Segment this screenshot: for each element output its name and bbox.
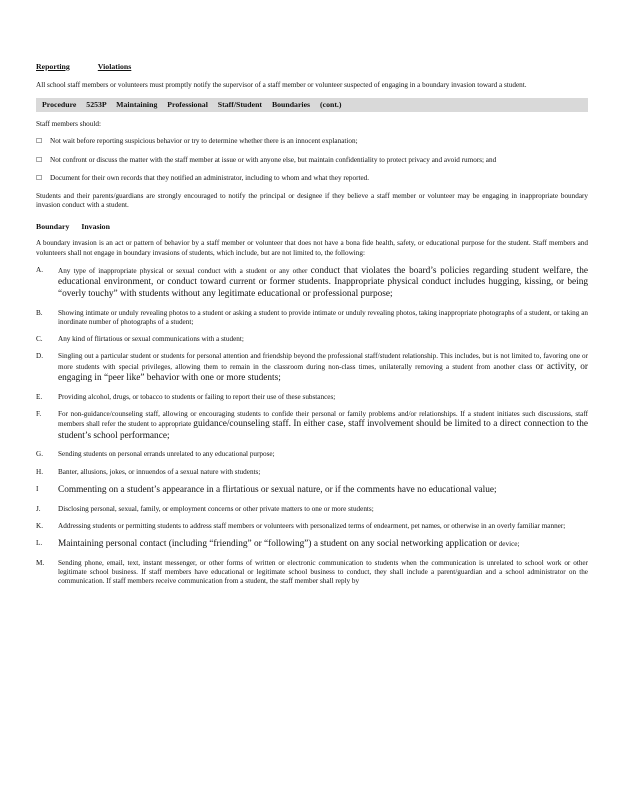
item-letter: M. <box>36 558 45 567</box>
item-letter: A. <box>36 265 43 274</box>
list-item <box>36 335 588 344</box>
item-text-small: Disclosing personal, sexual, family, or employment concerns or other private matters to one or more students; <box>58 504 374 513</box>
item-letter: C. <box>36 335 43 344</box>
list-item <box>36 450 588 459</box>
item-text <box>58 410 588 442</box>
list-item <box>36 309 588 327</box>
list-item <box>36 485 588 497</box>
heading-word: Violations <box>97 62 132 71</box>
item-text-tail: device; <box>498 539 520 548</box>
bullet-box-icon: ☐ <box>36 173 43 182</box>
item-text <box>58 450 588 459</box>
item-text-large: conduct that violates the board’s policies regarding student welfare, the educational environment, or conduct toward current or former students. Inappropriate physical conduct includes hugging, kissing, or being “overly touchy” with students without any legitimate educational or professional purpose; <box>58 265 588 300</box>
boundary-paragraph: A boundary invasion is an act or pattern of behavior by a staff member or volunteer that does not have a bona fide health, safety, or educational purpose for the student. Staff members and volunteers shall not engage in boundary invasions of students, which include, but are not limited to, the following: <box>36 239 588 257</box>
item-letter: B. <box>36 308 43 317</box>
item-letter: J. <box>36 504 41 513</box>
lettered-list <box>36 266 588 586</box>
item-text <box>58 485 588 497</box>
list-item <box>36 559 588 587</box>
list-item <box>36 352 588 384</box>
item-text-small: Banter, allusions, jokes, or innuendos of a sexual nature with students; <box>58 467 261 476</box>
item-text-small: Singling out a particular student or students for personal attention and friendship beyond the professional staff/student relationship. This includes, but is not limited to, favoring one or more students with special privileges, allowing them to remain in the classroom during non-class times, unilaterally removing a student from another class <box>58 352 588 371</box>
list-item <box>36 468 588 477</box>
reporting-paragraph: All school staff members or volunteers must promptly notify the supervisor of a staff member or volunteer suspected of engaging in a boundary invasion toward a student. <box>36 80 527 89</box>
item-letter: E. <box>36 392 43 401</box>
item-text <box>58 559 588 587</box>
item-text-small: Showing intimate or unduly revealing photos to a student or asking a student to provide intimate or unduly revealing photos, taking inappropriate photographs of a student, or taking an inordinate number of photographs of a student; <box>58 308 588 326</box>
list-item <box>36 137 588 146</box>
item-text <box>58 309 588 327</box>
item-text <box>58 352 588 384</box>
list-item <box>36 539 588 551</box>
item-text-small: Sending phone, email, text, instant messenger, or other forms of written or electronic communication to students when the communication is unrelated to school work or other legitimate school business. If staff members have educational or legitimate school business to conduct, they shall include a parent/guardian and a school administrator on the communication. If staff members receive communication from a student, the staff member shall reply by <box>58 558 588 585</box>
item-text-large: Commenting on a student’s appearance in a flirtatious or sexual nature, or if the comments have no educational value; <box>58 484 497 495</box>
procedure-header-bar: Procedure 5253P Maintaining Professional Staff/Student Boundaries (cont.) <box>36 98 588 112</box>
item-letter: G. <box>36 450 43 459</box>
item-letter: D. <box>36 352 43 361</box>
item-text-small: Any kind of flirtatious or sexual communications with a student; <box>58 335 244 344</box>
boundary-invasion-heading: Boundary Invasion <box>36 222 110 232</box>
item-text-small: Addressing students or permitting students to address staff members or volunteers with personalized terms of endearment, pet names, or otherwise in an overly familiar manner; <box>58 521 566 530</box>
item-text <box>58 393 588 402</box>
item-text <box>58 522 588 531</box>
item-text <box>58 539 588 551</box>
item-letter: I <box>36 484 39 493</box>
item-text-large: Maintaining personal contact (including “friending” or “following”) a student on any social networking application or <box>58 538 497 549</box>
list-item <box>36 522 588 531</box>
bullet-box-icon: ☐ <box>36 155 43 164</box>
heading-word: Reporting <box>36 62 70 71</box>
item-letter: L. <box>36 538 43 547</box>
list-item <box>36 174 588 183</box>
item-text-small: For non-guidance/counseling staff, allowing or encouraging students to confide their personal or family problems and/or relationships. If a student initiates such discussions, staff members shall refer the student to appropriate <box>58 410 588 429</box>
reporting-violations-heading <box>36 62 588 72</box>
list-item <box>36 156 588 165</box>
bullet-text: Document for their own records that they notified an administrator, including to whom and what they reported. <box>50 173 370 182</box>
intro-text: Staff members should: <box>36 120 101 129</box>
bullet-box-icon: ☐ <box>36 137 43 146</box>
item-text-small: Sending students on personal errands unrelated to any educational purpose; <box>58 450 275 459</box>
item-text <box>58 266 588 301</box>
students-paragraph: Students and their parents/guardians are strongly encouraged to notify the principal or designee if they believe a staff member or volunteer may be engaging in inappropriate boundary invasion conduct with a student. <box>36 192 588 210</box>
list-item <box>36 505 588 514</box>
bullet-list <box>36 137 588 183</box>
item-text <box>58 468 588 477</box>
item-text <box>58 505 588 514</box>
item-letter: F. <box>36 410 42 419</box>
item-letter: K. <box>36 521 43 530</box>
list-item <box>36 266 588 301</box>
item-text-small: Any type of inappropriate physical or sexual conduct with a student or any other <box>58 266 308 275</box>
list-item <box>36 410 588 442</box>
bullet-text: Not confront or discuss the matter with the staff member at issue or with anyone else, but maintain confidentiality to protect privacy and avoid rumors; and <box>50 155 497 164</box>
item-text-large: guidance/counseling staff. In either case, staff involvement should be limited to a direct connection to the student’s school performance; <box>58 419 589 441</box>
item-text <box>58 335 588 344</box>
list-item <box>36 393 588 402</box>
item-text-small: Providing alcohol, drugs, or tobacco to students or failing to report their use of these substances; <box>58 392 336 401</box>
item-text-large: or activity, or engaging in “peer like” behavior with one or more students; <box>58 361 589 384</box>
bullet-text: Not wait before reporting suspicious behavior or try to determine whether there is an innocent explanation; <box>50 137 358 146</box>
item-letter: H. <box>36 467 43 476</box>
